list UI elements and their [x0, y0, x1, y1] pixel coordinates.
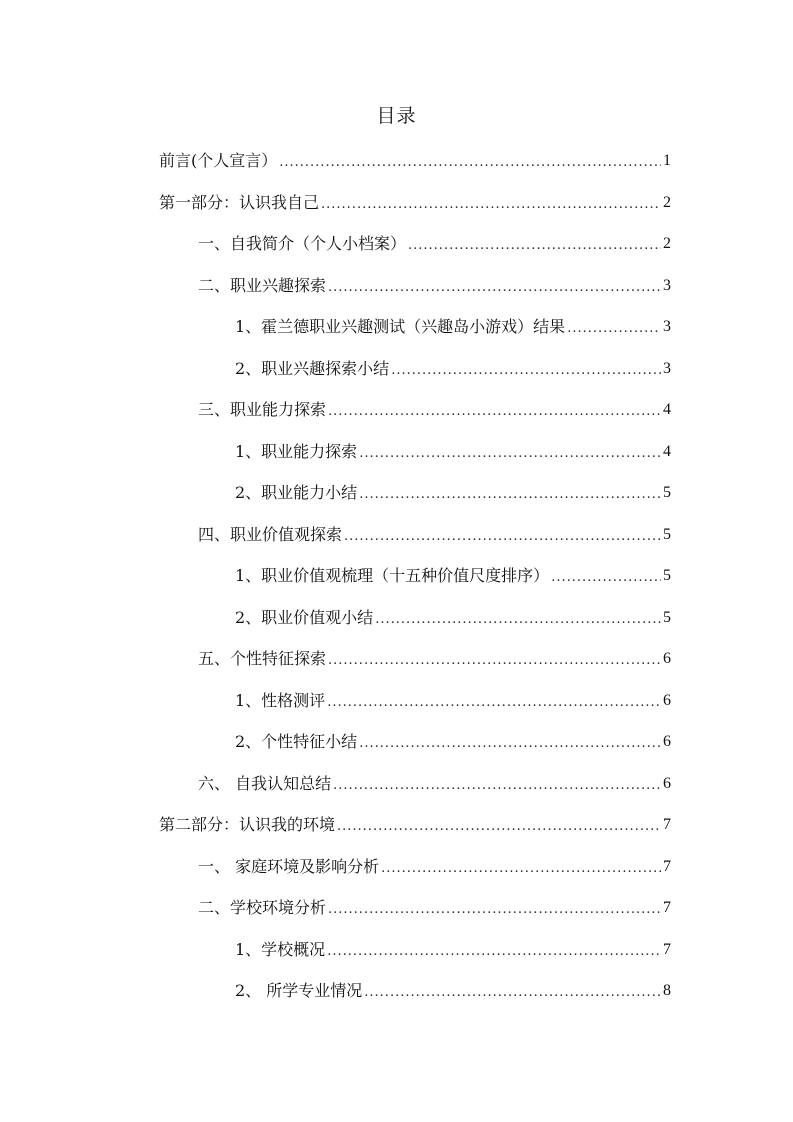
toc-entry-page: 5	[663, 609, 671, 626]
dot-leader	[359, 441, 661, 463]
toc-entry-label: 1、学校概况	[235, 940, 326, 959]
toc-entry-page: 7	[663, 941, 671, 958]
toc-entry-subsection[interactable]	[235, 937, 671, 961]
toc-entry-label: 二、职业兴趣探索	[198, 276, 327, 295]
toc-entry-subsection[interactable]	[235, 480, 671, 504]
toc-entry-section[interactable]	[198, 273, 671, 297]
toc-entry-page: 6	[663, 692, 671, 709]
dot-leader	[327, 690, 661, 712]
toc-entry-label: 三、职业能力探索	[198, 400, 327, 419]
dot-leader	[337, 814, 661, 836]
toc-entry-label: 2、职业价值观小结	[235, 608, 374, 627]
toc-entry-subsection[interactable]	[235, 314, 671, 338]
toc-entry-page: 1	[663, 152, 671, 169]
dot-leader	[328, 897, 661, 919]
dot-leader	[327, 939, 661, 961]
dot-leader	[328, 275, 661, 297]
toc-entry-label: 第一部分：认识我自己	[159, 193, 320, 212]
dot-leader	[279, 150, 661, 172]
toc-entry-page: 7	[663, 899, 671, 916]
toc-entry-section[interactable]	[198, 895, 671, 919]
dot-leader	[328, 648, 661, 670]
toc-entry-subsection[interactable]	[235, 729, 671, 753]
dot-leader	[375, 607, 661, 629]
toc-entry-label: 2、个性特征小结	[235, 732, 358, 751]
toc-entry-part-2[interactable]	[159, 812, 671, 836]
toc-entry-page: 6	[663, 775, 671, 792]
toc-entry-section[interactable]	[198, 522, 671, 546]
toc-entry-page: 7	[663, 858, 671, 875]
dot-leader	[333, 773, 661, 795]
toc-entry-page: 3	[663, 360, 671, 377]
dot-leader	[364, 980, 661, 1002]
toc-title: 目录	[376, 105, 417, 127]
toc-entry-label: 四、职业价值观探索	[198, 525, 343, 544]
dot-leader	[359, 731, 661, 753]
toc-entry-label: 1、霍兰德职业兴趣测试（兴趣岛小游戏）结果	[235, 317, 566, 336]
toc-entry-preface[interactable]	[159, 148, 671, 172]
toc-entry-page: 5	[663, 484, 671, 501]
toc-entry-page: 7	[663, 816, 671, 833]
toc-entry-label: 2、 所学专业情况	[235, 981, 363, 1000]
toc-entry-page: 2	[663, 235, 671, 252]
dot-leader	[344, 524, 661, 546]
toc-entry-label: 二、学校环境分析	[198, 898, 327, 917]
toc-entry-page: 6	[663, 733, 671, 750]
toc-entry-subsection[interactable]	[235, 605, 671, 629]
toc-entry-page: 4	[663, 443, 671, 460]
toc-entry-section[interactable]	[198, 231, 671, 255]
toc-entry-label: 五、个性特征探索	[198, 649, 327, 668]
toc-entry-part-1[interactable]	[159, 190, 671, 214]
toc-entry-section[interactable]	[198, 646, 671, 670]
dot-leader	[321, 192, 661, 214]
toc-entry-page: 4	[663, 401, 671, 418]
dot-leader	[408, 233, 661, 255]
toc-entry-label: 六、 自我认知总结	[198, 774, 332, 793]
dot-leader	[391, 358, 661, 380]
toc-entry-label: 2、职业能力小结	[235, 483, 358, 502]
toc-entry-label: 一、 家庭环境及影响分析	[198, 857, 380, 876]
dot-leader	[567, 316, 661, 338]
dot-leader	[359, 482, 661, 504]
toc-entry-label: 前言(个人宣言）	[159, 151, 278, 170]
toc-entry-label: 1、性格测评	[235, 691, 326, 710]
toc-entry-subsection[interactable]	[235, 439, 671, 463]
dot-leader	[551, 565, 661, 587]
toc-entry-subsection[interactable]	[235, 563, 671, 587]
toc-entry-section[interactable]	[198, 397, 671, 421]
dot-leader	[328, 399, 661, 421]
toc-entry-page: 5	[663, 526, 671, 543]
toc-entry-label: 一、自我简介（个人小档案）	[198, 234, 407, 253]
toc-entry-page: 3	[663, 277, 671, 294]
toc-entry-subsection[interactable]	[235, 688, 671, 712]
toc-entry-page: 5	[663, 567, 671, 584]
toc-entry-page: 2	[663, 194, 671, 211]
dot-leader	[381, 856, 661, 878]
toc-entry-subsection[interactable]	[235, 978, 671, 1002]
toc-entry-page: 3	[663, 318, 671, 335]
toc-entry-label: 1、职业能力探索	[235, 442, 358, 461]
toc-entry-label: 第二部分：认识我的环境	[159, 815, 336, 834]
toc-entry-page: 8	[663, 982, 671, 999]
toc-entry-label: 1、职业价值观梳理（十五种价值尺度排序）	[235, 566, 550, 585]
toc-entry-subsection[interactable]	[235, 356, 671, 380]
toc-entry-section[interactable]	[198, 771, 671, 795]
toc-entry-label: 2、职业兴趣探索小结	[235, 359, 390, 378]
toc-entry-section[interactable]	[198, 854, 671, 878]
toc-entry-page: 6	[663, 650, 671, 667]
